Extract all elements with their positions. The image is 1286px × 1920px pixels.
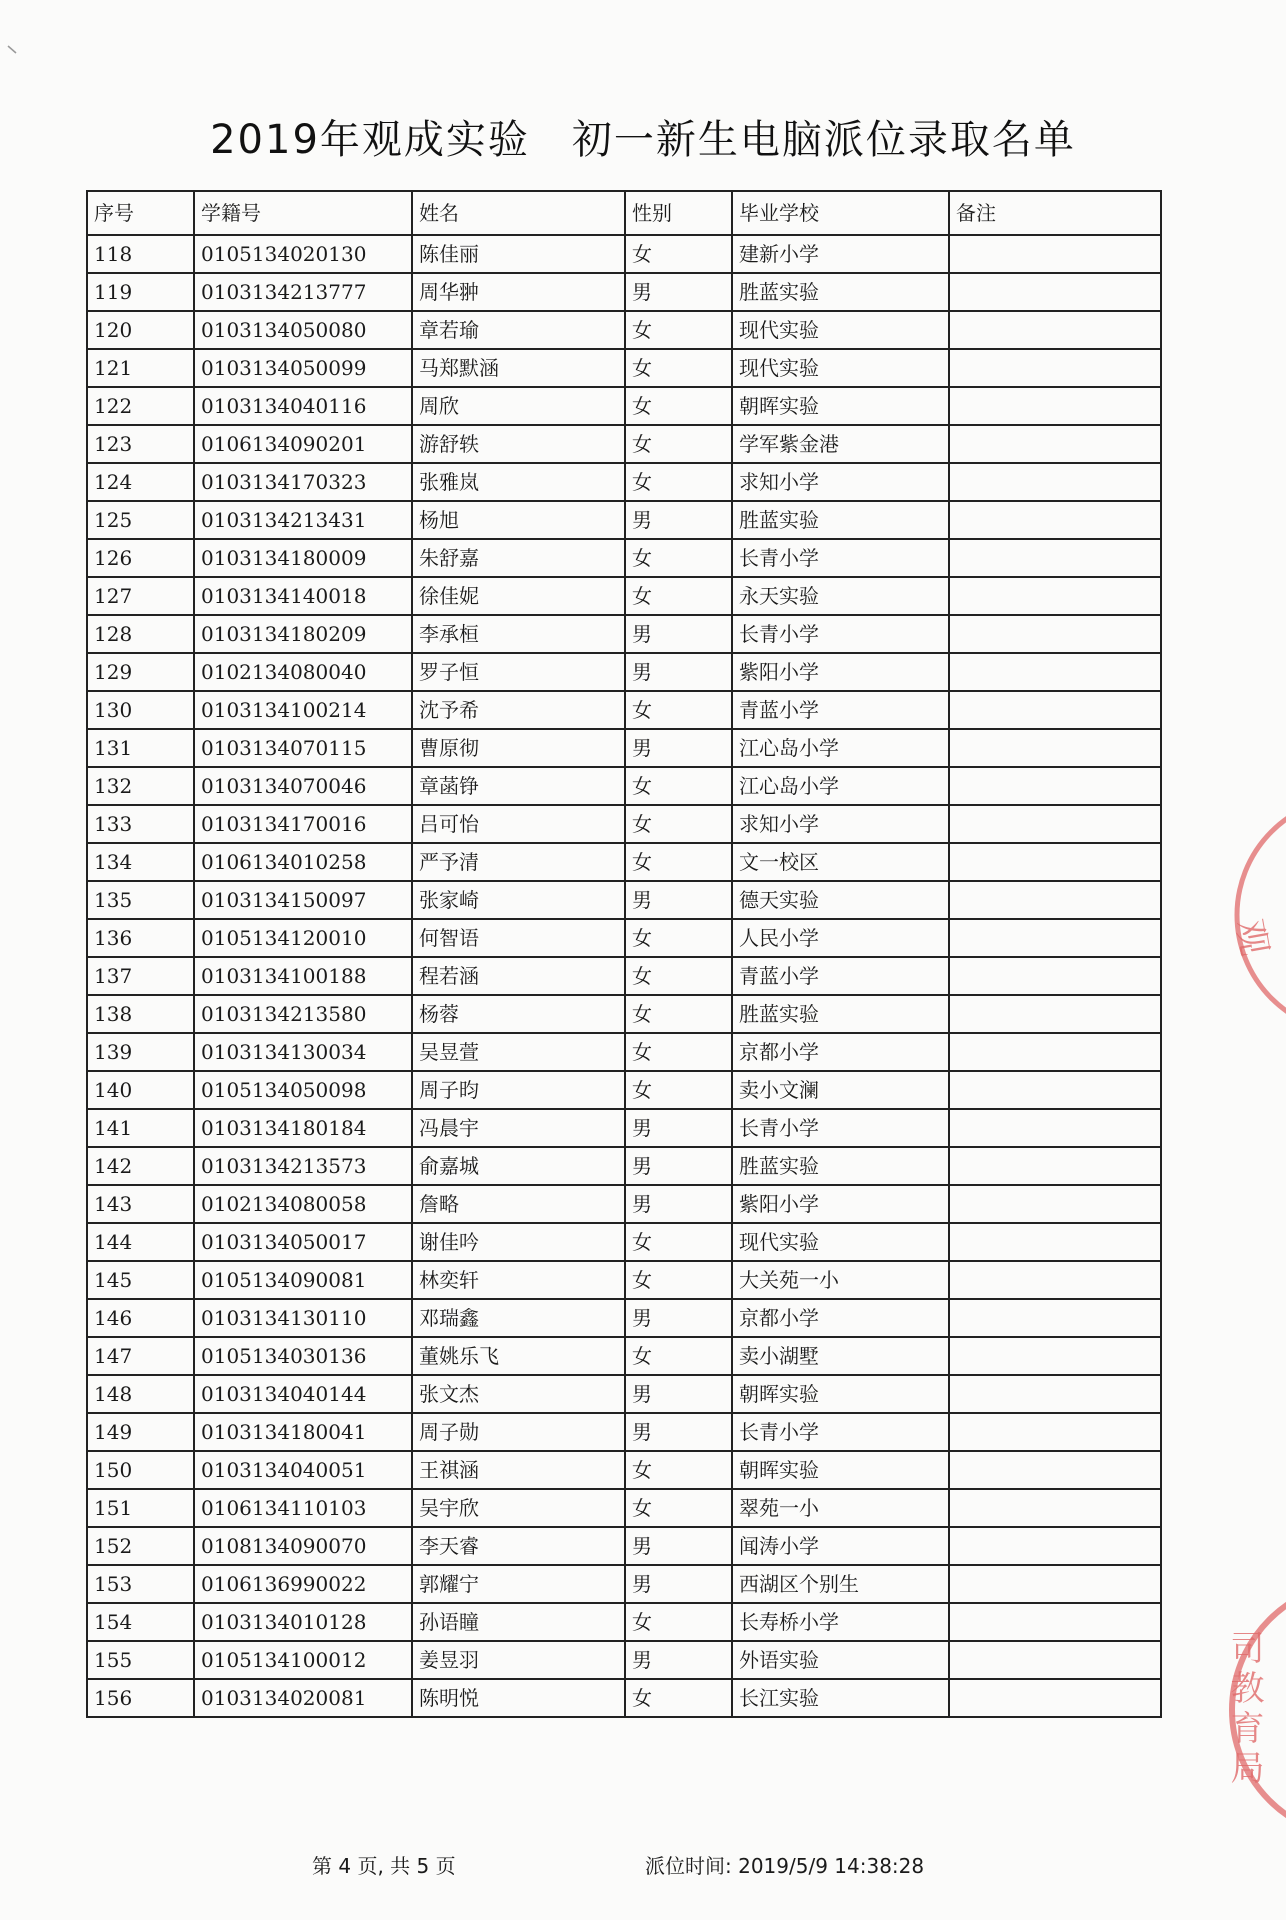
gender-cell: 男: [625, 1527, 732, 1565]
remarks-cell: [949, 767, 1161, 805]
gender-cell: 女: [625, 957, 732, 995]
name-cell: 曹原彻: [412, 729, 625, 767]
gender-cell: 女: [625, 1603, 732, 1641]
table-row: [87, 463, 1161, 501]
serial-cell: 121: [87, 349, 194, 387]
name-cell: 严予清: [412, 843, 625, 881]
serial-cell: 155: [87, 1641, 194, 1679]
name-cell: 李承桓: [412, 615, 625, 653]
table-row: [87, 1451, 1161, 1489]
school-cell: 人民小学: [732, 919, 949, 957]
school-cell: 翠苑一小: [732, 1489, 949, 1527]
student-id-cell: 0103134213431: [194, 501, 412, 539]
gender-cell: 女: [625, 1071, 732, 1109]
name-cell: 杨蓉: [412, 995, 625, 1033]
remarks-cell: [949, 1527, 1161, 1565]
name-cell: 冯晨宇: [412, 1109, 625, 1147]
student-id-cell: 0103134050017: [194, 1223, 412, 1261]
school-cell: 朝晖实验: [732, 387, 949, 425]
remarks-cell: [949, 349, 1161, 387]
school-cell: 紫阳小学: [732, 653, 949, 691]
serial-cell: 133: [87, 805, 194, 843]
serial-cell: 146: [87, 1299, 194, 1337]
official-seal-lower: [1210, 1570, 1286, 1850]
gender-cell: 男: [625, 1185, 732, 1223]
seal-lower-text: 司教育局: [1224, 1630, 1264, 1790]
table-row: [87, 1565, 1161, 1603]
name-cell: 章若瑜: [412, 311, 625, 349]
gender-cell: 女: [625, 1261, 732, 1299]
remarks-cell: [949, 235, 1161, 273]
table-row: [87, 1489, 1161, 1527]
student-id-cell: 0103134140018: [194, 577, 412, 615]
table-row: [87, 1413, 1161, 1451]
table-row: [87, 805, 1161, 843]
remarks-cell: [949, 691, 1161, 729]
gender-cell: 女: [625, 539, 732, 577]
school-cell: 长青小学: [732, 1109, 949, 1147]
school-cell: 现代实验: [732, 1223, 949, 1261]
table-row: [87, 1337, 1161, 1375]
header-name: 姓名: [412, 191, 625, 235]
name-cell: 张文杰: [412, 1375, 625, 1413]
remarks-cell: [949, 1565, 1161, 1603]
gender-cell: 女: [625, 1033, 732, 1071]
table-row: [87, 1147, 1161, 1185]
student-id-cell: 0105134100012: [194, 1641, 412, 1679]
table-row: [87, 1185, 1161, 1223]
gender-cell: 女: [625, 235, 732, 273]
remarks-cell: [949, 1033, 1161, 1071]
gender-cell: 女: [625, 1337, 732, 1375]
table-row: [87, 1109, 1161, 1147]
name-cell: 朱舒嘉: [412, 539, 625, 577]
serial-cell: 122: [87, 387, 194, 425]
gender-cell: 男: [625, 729, 732, 767]
school-cell: 京都小学: [732, 1033, 949, 1071]
school-cell: 建新小学: [732, 235, 949, 273]
school-cell: 现代实验: [732, 311, 949, 349]
school-cell: 长青小学: [732, 615, 949, 653]
remarks-cell: [949, 1489, 1161, 1527]
gender-cell: 女: [625, 1489, 732, 1527]
student-id-cell: 0103134050080: [194, 311, 412, 349]
gender-cell: 女: [625, 843, 732, 881]
remarks-cell: [949, 501, 1161, 539]
school-cell: 江心岛小学: [732, 729, 949, 767]
remarks-cell: [949, 957, 1161, 995]
name-cell: 何智语: [412, 919, 625, 957]
student-id-cell: 0106134110103: [194, 1489, 412, 1527]
school-cell: 朝晖实验: [732, 1451, 949, 1489]
remarks-cell: [949, 805, 1161, 843]
student-id-cell: 0103134100188: [194, 957, 412, 995]
gender-cell: 男: [625, 1641, 732, 1679]
serial-cell: 130: [87, 691, 194, 729]
table-row: [87, 653, 1161, 691]
table-row: [87, 235, 1161, 273]
serial-cell: 119: [87, 273, 194, 311]
school-cell: 胜蓝实验: [732, 995, 949, 1033]
serial-cell: 147: [87, 1337, 194, 1375]
table-row: [87, 1299, 1161, 1337]
header-remarks: 备注: [949, 191, 1161, 235]
table-row: [87, 501, 1161, 539]
gender-cell: 男: [625, 653, 732, 691]
serial-cell: 134: [87, 843, 194, 881]
official-seal-upper: [1205, 790, 1286, 1040]
table-row: [87, 729, 1161, 767]
name-cell: 林奕轩: [412, 1261, 625, 1299]
table-row: [87, 1223, 1161, 1261]
serial-cell: 145: [87, 1261, 194, 1299]
school-cell: 文一校区: [732, 843, 949, 881]
serial-cell: 142: [87, 1147, 194, 1185]
serial-cell: 137: [87, 957, 194, 995]
name-cell: 俞嘉城: [412, 1147, 625, 1185]
name-cell: 孙语瞳: [412, 1603, 625, 1641]
name-cell: 周华翀: [412, 273, 625, 311]
name-cell: 徐佳妮: [412, 577, 625, 615]
remarks-cell: [949, 881, 1161, 919]
school-cell: 外语实验: [732, 1641, 949, 1679]
remarks-cell: [949, 577, 1161, 615]
name-cell: 周子勋: [412, 1413, 625, 1451]
remarks-cell: [949, 387, 1161, 425]
remarks-cell: [949, 1223, 1161, 1261]
name-cell: 游舒轶: [412, 425, 625, 463]
school-cell: 胜蓝实验: [732, 501, 949, 539]
table-row: [87, 1641, 1161, 1679]
serial-cell: 152: [87, 1527, 194, 1565]
header-school: 毕业学校: [732, 191, 949, 235]
gender-cell: 男: [625, 1565, 732, 1603]
gender-cell: 女: [625, 767, 732, 805]
gender-cell: 男: [625, 1375, 732, 1413]
remarks-cell: [949, 919, 1161, 957]
name-cell: 吴昱萱: [412, 1033, 625, 1071]
gender-cell: 男: [625, 1299, 732, 1337]
gender-cell: 女: [625, 1679, 732, 1717]
school-cell: 胜蓝实验: [732, 273, 949, 311]
school-cell: 学军紫金港: [732, 425, 949, 463]
gender-cell: 女: [625, 995, 732, 1033]
gender-cell: 女: [625, 805, 732, 843]
table-row: [87, 1033, 1161, 1071]
student-id-cell: 0103134070115: [194, 729, 412, 767]
student-id-cell: 0108134090070: [194, 1527, 412, 1565]
remarks-cell: [949, 843, 1161, 881]
table-row: [87, 1375, 1161, 1413]
student-id-cell: 0105134090081: [194, 1261, 412, 1299]
school-cell: 胜蓝实验: [732, 1147, 949, 1185]
name-cell: 陈佳丽: [412, 235, 625, 273]
gender-cell: 女: [625, 463, 732, 501]
table-row: [87, 387, 1161, 425]
table-row: [87, 615, 1161, 653]
serial-cell: 143: [87, 1185, 194, 1223]
school-cell: 大关苑一小: [732, 1261, 949, 1299]
serial-cell: 129: [87, 653, 194, 691]
remarks-cell: [949, 1375, 1161, 1413]
serial-cell: 140: [87, 1071, 194, 1109]
remarks-cell: [949, 729, 1161, 767]
serial-cell: 151: [87, 1489, 194, 1527]
remarks-cell: [949, 1185, 1161, 1223]
serial-cell: 148: [87, 1375, 194, 1413]
serial-cell: 135: [87, 881, 194, 919]
school-cell: 江心岛小学: [732, 767, 949, 805]
serial-cell: 128: [87, 615, 194, 653]
page-title: 2019年观成实验 初一新生电脑派位录取名单: [210, 117, 1076, 163]
serial-cell: 120: [87, 311, 194, 349]
student-id-cell: 0103134150097: [194, 881, 412, 919]
remarks-cell: [949, 1679, 1161, 1717]
school-cell: 卖小文澜: [732, 1071, 949, 1109]
remarks-cell: [949, 995, 1161, 1033]
serial-cell: 126: [87, 539, 194, 577]
student-id-cell: 0105134030136: [194, 1337, 412, 1375]
serial-cell: 136: [87, 919, 194, 957]
school-cell: 西湖区个别生: [732, 1565, 949, 1603]
serial-cell: 154: [87, 1603, 194, 1641]
serial-cell: 118: [87, 235, 194, 273]
student-id-cell: 0105134120010: [194, 919, 412, 957]
serial-cell: 141: [87, 1109, 194, 1147]
gender-cell: 女: [625, 1451, 732, 1489]
remarks-cell: [949, 1299, 1161, 1337]
table-row: [87, 1527, 1161, 1565]
school-cell: 京都小学: [732, 1299, 949, 1337]
gender-cell: 女: [625, 691, 732, 729]
gender-cell: 女: [625, 311, 732, 349]
gender-cell: 女: [625, 387, 732, 425]
name-cell: 沈予希: [412, 691, 625, 729]
student-id-cell: 0103134180184: [194, 1109, 412, 1147]
student-id-cell: 0106134090201: [194, 425, 412, 463]
student-id-cell: 0103134130034: [194, 1033, 412, 1071]
serial-cell: 138: [87, 995, 194, 1033]
name-cell: 张雅岚: [412, 463, 625, 501]
table-row: [87, 539, 1161, 577]
student-id-cell: 0103134040144: [194, 1375, 412, 1413]
school-cell: 长寿桥小学: [732, 1603, 949, 1641]
gender-cell: 男: [625, 501, 732, 539]
student-id-cell: 0103134180041: [194, 1413, 412, 1451]
student-id-cell: 0103134070046: [194, 767, 412, 805]
student-id-cell: 0103134020081: [194, 1679, 412, 1717]
serial-cell: 139: [87, 1033, 194, 1071]
name-cell: 吴宇欣: [412, 1489, 625, 1527]
gender-cell: 男: [625, 1147, 732, 1185]
gender-cell: 女: [625, 919, 732, 957]
school-cell: 紫阳小学: [732, 1185, 949, 1223]
serial-cell: 149: [87, 1413, 194, 1451]
school-cell: 求知小学: [732, 805, 949, 843]
student-id-cell: 0102134080058: [194, 1185, 412, 1223]
school-cell: 青蓝小学: [732, 957, 949, 995]
serial-cell: 127: [87, 577, 194, 615]
school-cell: 永天实验: [732, 577, 949, 615]
remarks-cell: [949, 1337, 1161, 1375]
school-cell: 长江实验: [732, 1679, 949, 1717]
serial-cell: 132: [87, 767, 194, 805]
serial-cell: 125: [87, 501, 194, 539]
student-id-cell: 0103134213573: [194, 1147, 412, 1185]
school-cell: 青蓝小学: [732, 691, 949, 729]
table-row: [87, 577, 1161, 615]
student-id-cell: 0105134020130: [194, 235, 412, 273]
gender-cell: 女: [625, 1223, 732, 1261]
table-row: [87, 1071, 1161, 1109]
table-row: [87, 425, 1161, 463]
name-cell: 周欣: [412, 387, 625, 425]
school-cell: 德天实验: [732, 881, 949, 919]
name-cell: 马郑默涵: [412, 349, 625, 387]
page-number: 第 4 页, 共 5 页: [312, 1854, 456, 1878]
table-row: [87, 881, 1161, 919]
remarks-cell: [949, 653, 1161, 691]
student-id-cell: 0103134213580: [194, 995, 412, 1033]
table-row: [87, 1603, 1161, 1641]
table-row: [87, 767, 1161, 805]
scan-mark: [6, 44, 20, 58]
student-id-cell: 0105134050098: [194, 1071, 412, 1109]
gender-cell: 女: [625, 349, 732, 387]
student-id-cell: 0106136990022: [194, 1565, 412, 1603]
student-id-cell: 0102134080040: [194, 653, 412, 691]
student-id-cell: 0103134213777: [194, 273, 412, 311]
remarks-cell: [949, 1603, 1161, 1641]
remarks-cell: [949, 615, 1161, 653]
name-cell: 董姚乐飞: [412, 1337, 625, 1375]
draw-time: 派位时间: 2019/5/9 14:38:28: [645, 1854, 925, 1878]
school-cell: 闻涛小学: [732, 1527, 949, 1565]
student-id-cell: 0103134010128: [194, 1603, 412, 1641]
name-cell: 章菡铮: [412, 767, 625, 805]
table-row: [87, 311, 1161, 349]
name-cell: 吕可怡: [412, 805, 625, 843]
remarks-cell: [949, 1261, 1161, 1299]
remarks-cell: [949, 1071, 1161, 1109]
remarks-cell: [949, 539, 1161, 577]
remarks-cell: [949, 1641, 1161, 1679]
table-row: [87, 1679, 1161, 1717]
serial-cell: 150: [87, 1451, 194, 1489]
name-cell: 周子昀: [412, 1071, 625, 1109]
table-row: [87, 843, 1161, 881]
remarks-cell: [949, 1109, 1161, 1147]
school-cell: 朝晖实验: [732, 1375, 949, 1413]
header-student-id: 学籍号: [194, 191, 412, 235]
gender-cell: 女: [625, 425, 732, 463]
serial-cell: 153: [87, 1565, 194, 1603]
name-cell: 张家崎: [412, 881, 625, 919]
remarks-cell: [949, 463, 1161, 501]
name-cell: 谢佳吟: [412, 1223, 625, 1261]
name-cell: 邓瑞鑫: [412, 1299, 625, 1337]
serial-cell: 144: [87, 1223, 194, 1261]
table-header-row: [87, 191, 1161, 235]
student-id-cell: 0103134180009: [194, 539, 412, 577]
table-row: [87, 349, 1161, 387]
table-row: [87, 957, 1161, 995]
serial-cell: 131: [87, 729, 194, 767]
table-row: [87, 919, 1161, 957]
table-body: [87, 235, 1161, 1717]
header-serial: 序号: [87, 191, 194, 235]
name-cell: 罗子恒: [412, 653, 625, 691]
student-id-cell: 0106134010258: [194, 843, 412, 881]
name-cell: 郭耀宁: [412, 1565, 625, 1603]
student-id-cell: 0103134040116: [194, 387, 412, 425]
student-id-cell: 0103134170016: [194, 805, 412, 843]
gender-cell: 男: [625, 615, 732, 653]
gender-cell: 男: [625, 881, 732, 919]
name-cell: 姜昱羽: [412, 1641, 625, 1679]
name-cell: 程若涵: [412, 957, 625, 995]
seal-upper-text: 观: [1228, 916, 1275, 959]
name-cell: 李天睿: [412, 1527, 625, 1565]
table-row: [87, 995, 1161, 1033]
student-id-cell: 0103134100214: [194, 691, 412, 729]
remarks-cell: [949, 1451, 1161, 1489]
gender-cell: 男: [625, 1413, 732, 1451]
serial-cell: 124: [87, 463, 194, 501]
table-row: [87, 1261, 1161, 1299]
student-id-cell: 0103134050099: [194, 349, 412, 387]
name-cell: 杨旭: [412, 501, 625, 539]
remarks-cell: [949, 1413, 1161, 1451]
student-id-cell: 0103134040051: [194, 1451, 412, 1489]
name-cell: 王祺涵: [412, 1451, 625, 1489]
table-row: [87, 691, 1161, 729]
gender-cell: 男: [625, 273, 732, 311]
student-id-cell: 0103134180209: [194, 615, 412, 653]
admission-table: [86, 190, 1162, 1718]
table-row: [87, 273, 1161, 311]
name-cell: 詹略: [412, 1185, 625, 1223]
serial-cell: 123: [87, 425, 194, 463]
student-id-cell: 0103134130110: [194, 1299, 412, 1337]
school-cell: 长青小学: [732, 1413, 949, 1451]
school-cell: 求知小学: [732, 463, 949, 501]
school-cell: 现代实验: [732, 349, 949, 387]
header-gender: 性别: [625, 191, 732, 235]
school-cell: 卖小湖墅: [732, 1337, 949, 1375]
name-cell: 陈明悦: [412, 1679, 625, 1717]
remarks-cell: [949, 425, 1161, 463]
remarks-cell: [949, 273, 1161, 311]
gender-cell: 女: [625, 577, 732, 615]
remarks-cell: [949, 1147, 1161, 1185]
student-id-cell: 0103134170323: [194, 463, 412, 501]
serial-cell: 156: [87, 1679, 194, 1717]
remarks-cell: [949, 311, 1161, 349]
school-cell: 长青小学: [732, 539, 949, 577]
gender-cell: 男: [625, 1109, 732, 1147]
